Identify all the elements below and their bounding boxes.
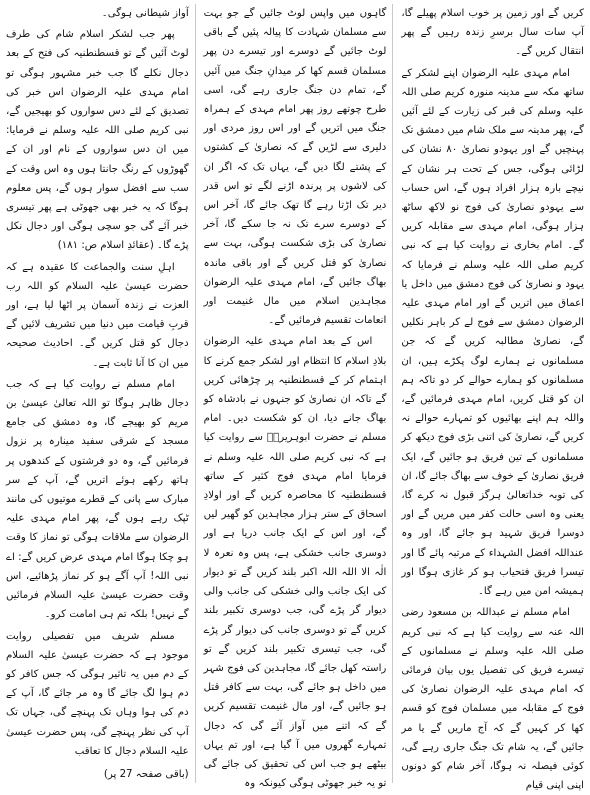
- paragraph: کریں گے اور زمین پر خوب اسلام پھیلے گا، آپ سات سال برسرِ زندہ رہیں گے پھر انتقال کریں گے۔: [401, 8, 584, 58]
- paragraph: مسلم شریف میں تفصیلی روایت موجود ہے کہ حضرت عیسیٰ علیہ السلام کے دم میں یہ تاثیر ہوگی کہ جس کافر کو دم ہوا لگ جائے گا وہ مر جائے گا، آپ کے دم کی ہوا وہاں تک پہنچے گی، جہاں تک آپ کی نظر پہنچے گی، پس حضرت عیسیٰ علیہ السلام دجال کا تعاقب: [5, 630, 189, 757]
- paragraph: امام مسلم نے روایت کیا ہے کہ جب دجال ظاہر ہوگا تو اللہ تعالیٰ عیسیٰ بن مریم کو بھیجے گا، وہ دمشق کی جامع مسجد کے شرقی سفید مینارہ پر نزول فرمائیں گے، وہ دو فرشتوں کے کندھوں پر ہاتھ رکھے ہوئے اتریں گے، آپ کے سر مبارک سے پانی کے قطرے موتیوں کی مانند ٹپک رہے ہوں گے، پھر امام مہدی علیہ الرضوان سے ملاقات ہوگی تو نماز کا وقت ہو چکا ہوگا امام مہدی عرض کریں گے: اے نبی اللہ! آپ آگے ہو کر نماز پڑھائیے، اس وقت حضرت عیسیٰ علیہ السلام فرمائیں گے نہیں! بلکہ تم ہی امامت کرو۔: [5, 378, 189, 621]
- paragraph: امام مسلم نے عبداللہ بن مسعود رضی اللہ عنہ سے روایت کیا ہے کہ نبی کریم صلی اللہ علیہ وسلم نے مسلمانوں کے تیسرے فریق کی تفصیل یوں بیان فرمائی کہ امام مہدی علیہ الرضوان نصاریٰ کی فوج کے مقابلہ میں مسلمان فوج کو قسم کھا کر کہیں گے کہ آج ماریں گے یا مر جائیں گے، یہ شام تک جنگ جاری رہے گی، کوئی فیصلہ نہ ہوگا، آخر شام کو دونوں اپنی اپنی قیام: [401, 607, 584, 792]
- paragraph: اس کے بعد امام مہدی علیہ الرضوان بلادِ اسلام کا انتظام اور لشکر جمع کرنے کا اہتمام کر کے قسطنطنیہ پر چڑھائی کریں گے تاکہ ان نصاریٰ کو جنہوں نے بادشاہ کو بھاگ جانے دیا، ان کو شکست دیں۔ امام مسلم نے حضرت ابوہریرہؓ سے روایت کیا ہے کہ نبی کریم صلی اللہ علیہ وسلم نے فرمایا امام مہدی فوج کثیر کے ساتھ قسطنطنیہ کا محاصرہ کریں گے اور اولادِ اسحاق کے ستر ہزار مجاہدین کو گھیر لیں گے، اور اس کے ایک جانب دریا ہے اور دوسری جانب خشکی ہے، پس وہ نعرہ لا الٰہ الا اللہ اللہ اکبر بلند کریں گے تو دیوار کی ایک جانب والی خشکی کی جانب والی دیوار گر پڑے گی، جب دوسری تکبیر بلند کریں گے تو دوسری جانب کی دیوار گر پڑے گی، جب تیسری تکبیر بلند کریں گے تو راستہ کھل جائے گا، مجاہدین کی فوج شہر میں داخل ہو جائے گی، بہت سے کافر قتل ہو جائیں گے، اور مال غنیمت تقسیم کریں گے کہ اتنے میں آواز آئے گی کہ دجال تمہارے گھروں میں آ گیا ہے، اور تم یہاں بیٹھے ہو جب اس کی تحقیق کی جائے گی تو یہ خبر جھوٹی ہوگی کیونکہ وہ: [203, 336, 387, 790]
- paragraph: امام مہدی علیہ الرضوان اپنے لشکر کے ساتھ مکہ سے مدینہ منورہ کریم صلی اللہ علیہ وسلم کی قبر کی زیارت کے لئے آئیں گے، پھر مدینہ سے ملک شام میں دمشق تک پہنچیں گے اور یہودو نصاریٰ ۸۰ نشان کی لڑائی ہوگی، جس کے تحت ہر نشان کے نیچے بارہ ہزار افراد ہوں گے، اس حساب سے یہودو نصاریٰ کی فوج نو لاکھ ساٹھ ہزار ہوگی، امام مہدی سے مقابلہ کریں گے۔ امام بخاری نے روایت کیا ہے کہ نبی کریم صلی اللہ علیہ وسلم نے فرمایا کہ یہود و نصاریٰ کی فوج دمشق میں داخل یا اعماق میں اتریں گے اور امام مہدی علیہ الرضوان دمشق سے فوج لے کر باہر نکلیں گے، نصاریٰ مطالبہ کریں گے کہ جن مسلمانوں نے ہمارے لوگ پکڑے ہیں، ان مسلمانوں کو ہمارے حوالے کر دو تاکہ ہم ان کو قتل کریں، امام مہدی فرمائیں گے، واللہ ہم اپنے بھائیوں کو تمہارے حوالے نہ کریں گے، نصاریٰ کی اتنی بڑی فوج دیکھ کر مسلمانوں کے تین فریق ہو جائیں گے، ایک فریق نصاریٰ کے خوف سے بھاگ جائے گا، ان کی توبہ خداتعالیٰ ہرگز قبول نہ کرے گا، یعنی وہ اسی حالت کفر میں مریں گے اور دوسرا فریق شہید ہو جائے گا، اور وہ عنداللہ افضل الشہداء کے مرتبہ پائے گا اور تیسرا فریق فتحیاب ہو کر غازی ہوگا اور ہمیشہ امن میں رہے گا۔: [401, 67, 585, 598]
- column-middle: [203, 4, 394, 790]
- continued-note: (باقی صفحہ 27 پر): [103, 768, 189, 780]
- paragraph: اہلِ سنت والجماعت کا عقیدہ ہے کہ حضرت عیسیٰ علیہ السلام کو اللہ رب العزت نے زندہ آسمان پر اٹھا لیا ہے، اور قربِ قیامت میں دنیا میں تشریف لائیں گے دجال کو قتل کریں گے۔ احادیث صحیحہ میں ان کا آنا ثابت ہے۔: [5, 261, 189, 369]
- column-right: [401, 4, 585, 792]
- paragraph: گاہوں میں واپس لوٹ جائیں گے جو بہت سے مسلمان شہادت کا پیالہ پئیں گے باقی لوٹ جائیں گے دوسرے اور تیسرے دن پھر مسلمان قسم کھا کر میدانِ جنگ میں آئیں گے، تمام دن جنگ جاری رہے گی، اسی طرح چوتھے روز پھر امام مہدی کے ہمراہ جنگ میں اتریں گے اور اس روز مردی اور دلیری سے لڑیں گے کہ نصاریٰ کے کشتوں کے پشتے لگا دیں گے، یہاں تک کہ اگر ان کی لاشوں پر پرندہ اڑنے لگے تو اس قدر دیر تک اڑتا رہے گا تھک جائے گا، آخر اس کے دوسرے سرے تک نہ جا سکے گا، آخر نصاریٰ کی بڑی شکست ہوگی، بہت سے نصاریٰ کو قتل کریں گے اور باقی ماندہ بھاگ جائیں گے، امام مہدی علیہ الرضوان مجاہدین اسلام میں مال غنیمت اور انعامات تقسیم فرمائیں گے۔: [203, 8, 387, 327]
- column-left: [6, 4, 196, 783]
- paragraph: آواز شیطانی ہوگی۔: [101, 8, 189, 19]
- paragraph: پھر جب لشکر اسلام شام کی طرف لوٹ آئیں گے تو قسطنطنیہ کی فتح کے بعد دجال نکلے گا جب خبر مشہور ہوگی تو امام مہدی علیہ الرضوان اس خبر کی تصدیق کے لئے دس سواروں کو بھیجیں گے، نبی کریم صلی اللہ علیہ وسلم نے فرمایا: میں ان دس سواروں کے نام اور ان کے گھوڑوں کے رنگ جانتا ہوں وہ اس وقت کے سب سے افضل سوار ہوں گے، پس معلوم ہوگا کہ یہ خبر بھی جھوٹی ہے پھر تیسری خبر آئے گی جو سچی ہوگی اور دجال نکل پڑے گا۔ (عقائدِ اسلام ص: ۱۸۱): [5, 29, 189, 252]
